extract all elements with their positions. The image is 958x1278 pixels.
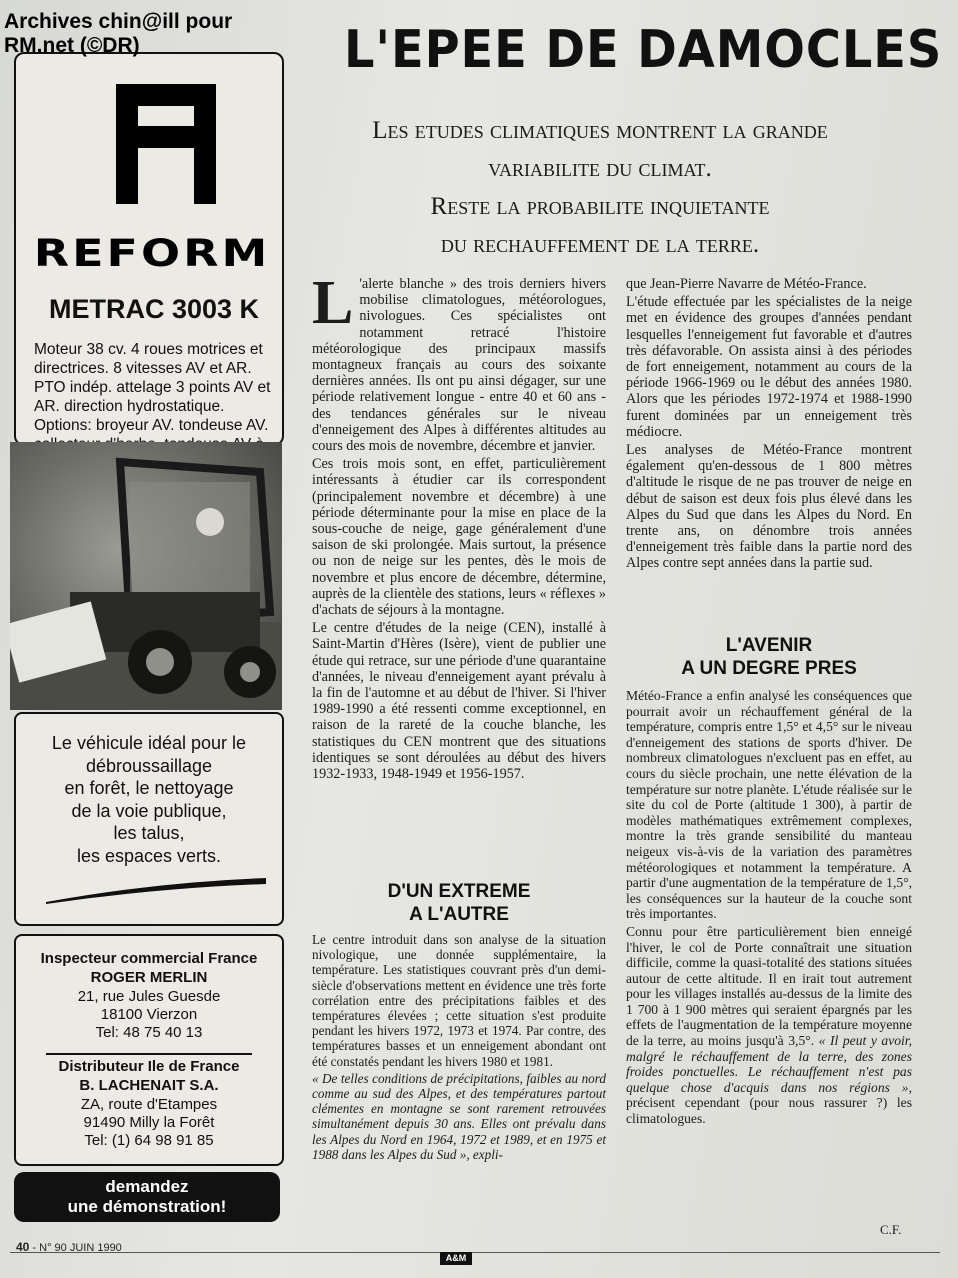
article-paragraph: Ces trois mois sont, en effet, particulièrement intéressants à étudier car ils correspondent (principalement novembre et décembre) à une période déterminante pour la mise en place de la sous-couche de neige, gage généralement d'une saison de ski prolongée. Mais surtout, la présence ou non de neige sur les pentes, dès le mois de novembre et plus encore de décembre, détermine, auprès de la clientèle des stations, leurs « réflexes » d'achats de séjours à la montagne. [312, 456, 606, 619]
article-paragraph: Les analyses de Météo-France montrent également qu'en-dessous de 1 800 mètres d'altitude le risque de ne pas trouver de neige en début de saison est deux fois plus élevé dans les Alpes du Sud que dans les Alpes du Nord. En trente ans, on dénombre trois années d'enneigement très faible dans la partie nord des Alpes contre sept années dans la partie sud. [626, 442, 912, 572]
article-headline: L'EPEE DE DAMOCLES [344, 20, 943, 80]
page-footer [16, 1240, 122, 1254]
article-column-2 [626, 276, 912, 616]
magazine-logo: A&M [440, 1252, 472, 1265]
article-quote: « De telles conditions de précipitations, faibles au nord comme au sud des Alpes, et des températures partout clémentes en montagne se sont rarement retrouvées simultanément depuis 30 ans. Elles ont prévalu dans les Alpes du Nord en 1964, 1972 et 1989, et en 1975 et 1988 dans les Alpes du Sud », expli- [312, 1070, 606, 1162]
footer-rule [10, 1252, 940, 1253]
spec-text: Moteur 38 cv. 4 roues motrices et directrices. 8 vitesses AV et AR. PTO indép. attelage 3 points AV et AR. direction hydrostatique. Options: broyeur AV. tondeuse AV. [34, 341, 271, 434]
article-paragraph: Météo-France a enfin analysé les conséquences que pourrait avoir un réchauffement général de la température, compris entre 1,5° et 4,5° sur le niveau d'enneigement des stations de sports d'hiver. De nombreux climatologues n'excluent pas en effet, au cours du siècle prochain, une nette élévation de la température sur notre planète. L'étude réalisée sur le site du col de Porte (altitude 1 300), à partir de modèles mathématiques extrêmement complexes, montre la très grande sensibilité du manteau neigeux vis-à-vis de la variation des paramètres météorologiques et notamment la température. A partir d'une augmentation de la température de 1,5°, les conséquences sur la hauteur de la couche sont très importantes. [626, 688, 912, 922]
archive-watermark: Archives chin@ill pour RM.net (©DR) [4, 10, 233, 57]
author-signature: C.F. [880, 1222, 902, 1237]
tractor-illustration-icon [10, 442, 282, 710]
article-column-1-lower [312, 932, 606, 1238]
swoosh-icon [46, 874, 266, 904]
issue-info: - N° 90 JUIN 1990 [32, 1242, 122, 1254]
article-deck: Les etudes climatiques montrent la grande variabilite du climat. Reste la probabilite inquietante du rechauffement de la terre. [372, 117, 828, 258]
article-paragraph: Connu pour être particulièrement bien enneigé l'hiver, le col de Porte connaîtrait une situation difficile, comme la quasi-totalité des stations situées autour de cette altitude. Il en irait tout autrement pour les villages installés au-dessus de la limite des 1 700 à 1 900 mètres qui seraient épargnés par les effets de l'augmentation de la température moyenne de la terre, au moins jusqu'à 3,5°. « Il peut y avoir, malgré le réchauffement de la terre, des zones froides ponctuelles. Le réchauffement n'est pas quelque chose d'acquis dans nos régions », précisent cependant (pour nous rassurer ?) les climatologues. [626, 923, 912, 1127]
tagline-text: Le véhicule idéal pour le débroussaillage en forêt, le nettoyage de la voie publique, les talus, les espaces verts. [51, 733, 247, 866]
drop-cap: L [312, 269, 354, 337]
subheading-extreme: D'UN EXTREME A L'AUTRE [387, 881, 531, 925]
contact-divider [46, 1053, 252, 1055]
model-name: METRAC 3003 K [48, 294, 260, 324]
tractor-photo [10, 442, 282, 710]
page-number: 40 [16, 1240, 30, 1254]
tagline-box [14, 712, 284, 926]
article-paragraph: L'étude effectuée par les spécialistes de la neige met en évidence des groupes d'années pendant lesquelles l'enneigement fut favorable et d'autres très défavorable. On assista ainsi à des périodes de fort enneigement, notamment au cours de la période 1966-1969 ou le début des années 1980. Alors que les périodes 1972-1974 et 1988-1990 furent dominées par un enneigement très médiocre. [626, 294, 912, 440]
article-paragraph: Le centre d'études de la neige (CEN), installé à Saint-Martin d'Hères (Isère), vient de publier une étude qui retrace, sur une période d'une quarantaine d'années, le niveau d'enneigement ayant prévalu à la fin de l'automne et au début de l'hiver. Si l'hiver 1989-1990 a été ressenti comme exceptionnel, en raison de la rareté de la couche blanche, les statistiques du CEN montrent que des situations identiques se sont déroulées au début des hivers 1932-1933, 1948-1949 et 1956-1957. [312, 620, 606, 783]
subheading-avenir: L'AVENIR A UN DEGRE PRES [681, 635, 857, 679]
article-column-2-lower [626, 688, 912, 1224]
demo-call-to-action: demandez une démonstration! [14, 1172, 280, 1222]
reform-logo-icon [116, 84, 216, 204]
brand-name: REFORM [33, 230, 271, 276]
article-paragraph: que Jean-Pierre Navarre de Météo-France. [626, 276, 867, 292]
advertisement-box [14, 52, 284, 446]
contact-box: Inspecteur commercial France ROGER MERLIN 21, rue Jules Guesde 18100 Vierzon Tel: 48 75 40 13 Distributeur Ile de France B. LACHENAIT S.A. ZA, route d'Etampes 91490 Milly la Forêt Tel: (1) 64 98 91 85 [14, 934, 284, 1166]
article-paragraph: Le centre introduit dans son analyse de la situation nivologique, une donnée supplémentaire, la température. Les statistiques couvrant près d'un demi-siècle d'observations mettent en évidence une très forte corrélation entre des précipitations faibles et des températures élevées ; cette situation s'est produite pendant les hivers 1972, 1973 et 1974. Par contre, des températures basses et un enneigement abondant ont été constatés pendant les hivers 1980 et 1981. [312, 932, 606, 1069]
article-column-1 [312, 269, 606, 866]
article-paragraph: L 'alerte blanche » des trois derniers hivers mobilise climatologues, météorologues, nivologues. Ces spécialistes ont notamment retracé l'histoire météorologique des principaux massifs montagneux français au cours des soixante dernières années. Ils ont pu ainsi dégager, sur une période relativement longue - entre 40 et 60 ans - des tendances générales sur le niveau d'enneigement des Alpes à différentes altitudes au cours des mois de novembre, décembre et janvier. [312, 269, 606, 455]
article-quote: « Il peut y avoir, malgré le réchauffement de la terre, des zones froides ponctuelles. Le réchauffement n'est pas quelque chose d'acquis dans nos régions », [626, 1033, 912, 1095]
